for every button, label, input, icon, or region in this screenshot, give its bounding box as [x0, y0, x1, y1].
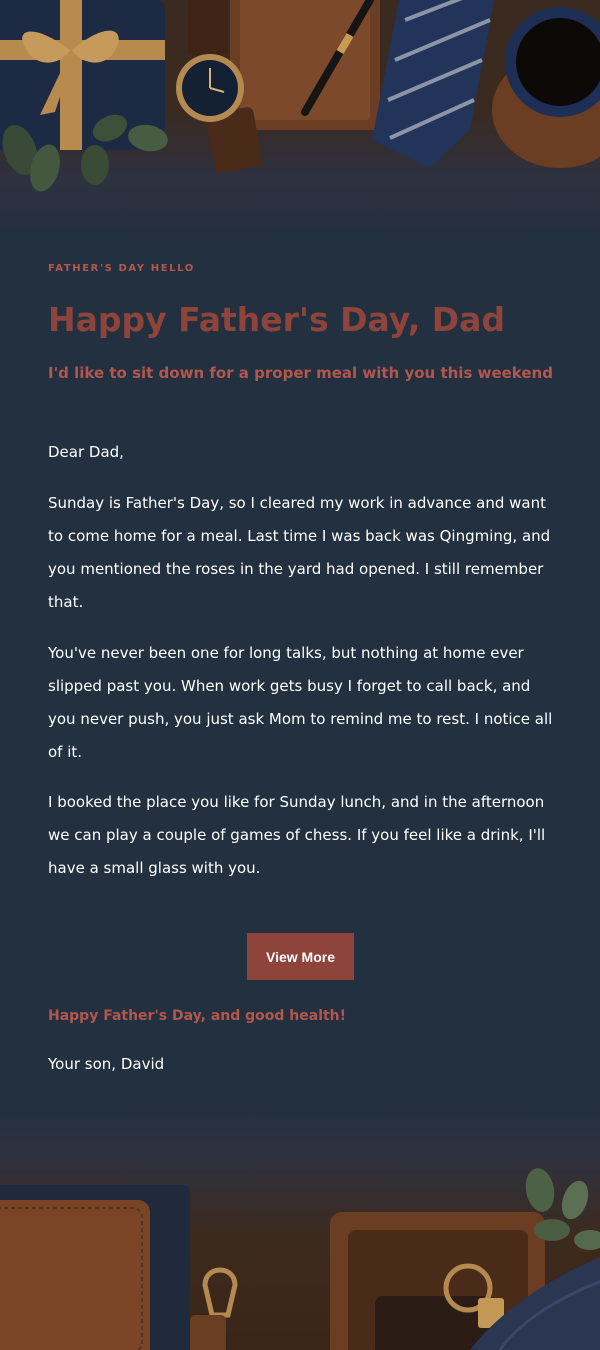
bottom-banner-image: [0, 1100, 600, 1350]
body-paragraph-2: You've never been one for long talks, but nothing at home ever slipped past you. When work gets busy I forget to call back, and you never push, you just ask Mom to remind me to rest. I notice all of it.: [48, 644, 553, 761]
coffee-cup-icon: [492, 7, 600, 168]
top-banner-image: [0, 0, 600, 245]
email-subtitle: I'd like to sit down for a proper meal with you this weekend: [48, 364, 553, 382]
eyebrow-label: FATHER'S DAY HELLO: [48, 263, 195, 274]
email-title: Happy Father's Day, Dad: [48, 300, 506, 339]
tie-icon: [372, 0, 495, 168]
view-more-button[interactable]: View More: [247, 933, 354, 980]
body-paragraph-1: Sunday is Father's Day, so I cleared my work in advance and want to come home for a meal. Last time I was back was Qingming, and you mentioned the roses in the yard had opened. I still remember that.: [48, 494, 551, 611]
greeting: Dear Dad,: [48, 443, 124, 461]
closing-line: Happy Father's Day, and good health!: [48, 1008, 347, 1024]
body-paragraph-3: I booked the place you like for Sunday lunch, and in the afternoon we can play a couple of games of chess. If you feel like a drink, I'll have a small glass with you.: [48, 793, 546, 877]
keychain-icon: [190, 1270, 235, 1350]
signoff: Your son, David: [48, 1055, 165, 1073]
wallet-icon: [0, 1200, 150, 1350]
